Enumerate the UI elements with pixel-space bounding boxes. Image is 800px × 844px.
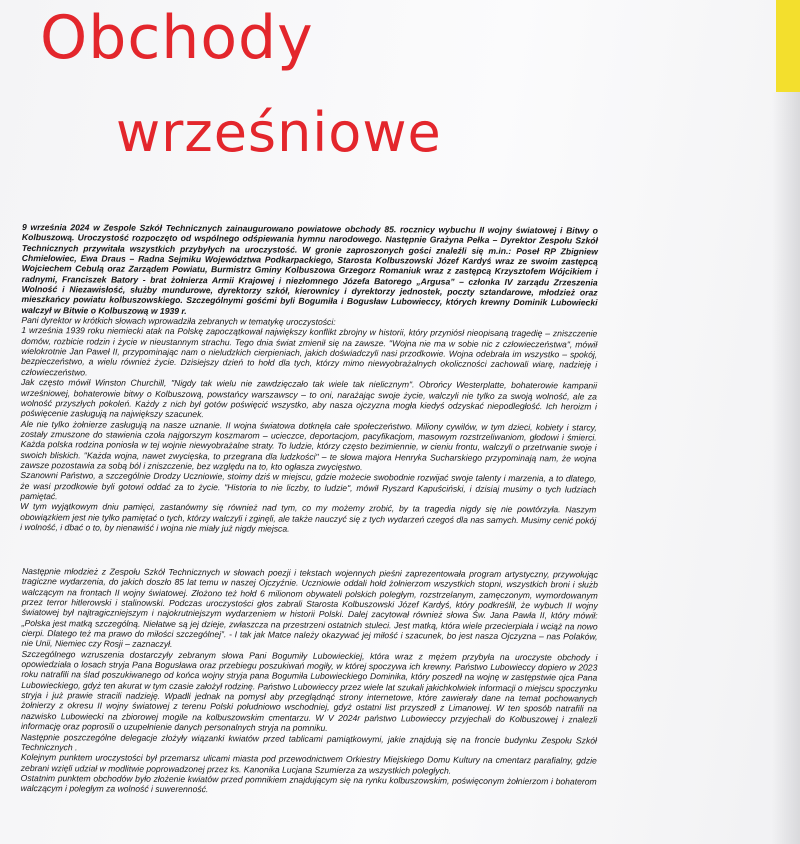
paragraph: Ale nie tylko żołnierze zasługują na nasze uznanie. II wojna światowa dotknęła całe społeczeństwo. Miliony cywilów, w tym dzieci, kobiety i starcy, zostały zmuszone do stawienia czoła najgorszym koszmarom – ucieczce, deportacjom, pacyfikacjom, masowym rozstrzeliwaniom, głodowi i śmierci. Każda polska rodzina poniosła w tej wojnie niewyobrażalne straty. To ludzie, którzy często bezimiennie, w cieniu frontu, walczyli o przetrwanie swoje i swoich bliskich. "Każda wojna, nawet zwycięska, to przegrana dla ludzkości" – te słowa majora Henryka Sucharskiego przypominają nam, że wojna zawsze pozostawia za sobą ból i zniszczenie, bez względu na to, kto ogłasza zwycięstwo.: [20, 418, 597, 472]
paragraph: Jak często mówił Winston Churchill, "Nigdy tak wielu nie zawdzięczało tak wiele tak nielicznym". Obrońcy Westerplatte, bohaterowie kampanii wrześniowej, bohaterowie bitwy o Kolbuszową, powstańcy warszawscy – to oni, narażając swoje życie, walczyli nie tylko za swoją wolność, ale za wolność przyszłych pokoleń. Każdy z nich był gotów poświęcić wszystko, aby nasza ojczyzna mogła kiedyś odzyskać niepodległość. Ich heroizm i poświęcenie zasługują na największy szacunek.: [20, 377, 598, 420]
paragraph: Szanowni Państwo, a szczególnie Drodzy Uczniowie, stoimy dziś w miejscu, gdzie możecie swobodnie rozwijać swoje talenty i marzenia, a to dlatego, że wasi przodkowie byli gotowi oddać za to życie. "Historia to nie liczby, to ludzie", mówił Ryszard Kapuściński, i dzisiaj musimy o tych ludziach pamiętać.: [20, 470, 597, 502]
paragraph: Następnie młodzież z Zespołu Szkół Technicznych w słowach poezji i tekstach wojennych pieśni zaprezentowała program artystyczny, przywołując tragiczne wydarzenia, do jakich doszło 85 lat temu w naszej Ojczyźnie. Uczniowie oddali hołd żołnierzom wszystkich stopni, wszystkich broni i służb walczącym na frontach II wojny światowej. Złożono też hołd 6 milionom obywateli polskich poległym, rozstrzelanym, zamęczonym, wymordowanym przez terror hitlerowski i stalinowski. Podczas uroczystości głos zabrali Starosta Kolbuszowski Józef Kardyś, który podkreślił, że wybuch II wojny światowej był najtragiczniejszym i najokrutniejszym wydarzeniem w historii Polski. Dalej zacytował również słowa Św. Jana Pawła II, który mówił: „Polska jest matką szczególną. Niełatwe są jej dzieje, zwłaszcza na przestrzeni ostatnich stuleci. Jest matką, która wiele przecierpiała i wciąż na nowo cierpi. Dlatego też ma prawo do miłości szczególnej”. - I tak jak Matce należy okazywać jej miłość i szacunek, bo jest nasza Ojczyzna – nas Polaków, nie Unii, Niemiec czy Rosji – zaznaczył.: [21, 566, 598, 650]
title-line-2: wrześniowe: [116, 101, 442, 164]
paragraph: Kolejnym punktem uroczystości był przemarsz ulicami miasta pod przewodnictwem Orkiestry Miejskiego Domu Kultury na cmentarz parafialny, gdzie zebrani wzięli udział w modlitwie poprowadzonej przez ks. Kanonika Lucjana Szumierza za wszystkich poległych.: [20, 752, 597, 776]
sticky-note: [776, 0, 800, 92]
edge-shadow: [772, 92, 800, 844]
title-line-1: Obchody: [40, 3, 314, 73]
article-sheet-2: [21, 566, 598, 797]
paragraph: Następnie poszczególne delegacje złożyły wiązanki kwiatów przed tablicami pamiątkowymi, jakie znajdują się na froncie budynku Zespołu Szkół Technicznych .: [20, 731, 597, 753]
paragraph: 1 września 1939 roku niemiecki atak na Polskę zapoczątkował największy konflikt zbrojny w historii, który przyniósł nieopisaną tragedię – zniszczenie domów, rozbicie rodzin i życie w nieustannym strachu. Tego dnia świat zmienił się na zawsze. "Wojna nie ma w sobie nic z człowieczeństwa", mówił wielokrotnie Jan Paweł II, przypominając nam o nieludzkich cierpieniach, jakich doświadczyli nasi przodkowie. Wojna odebrała im wszystko – spokój, bezpieczeństwo, a wielu również życie. Dzisiejszy dzień to hołd dla tych, którzy mimo niewyobrażalnych okoliczności zachowali wiarę, nadzieję i człowieczeństwo.: [21, 325, 598, 378]
paragraph: W tym wyjątkowym dniu pamięci, zastanówmy się również nad tym, co my możemy zrobić, by ta tragedia nigdy się nie powtórzyła. Naszym obowiązkiem jest nie tylko pamiętać o tych, którzy walczyli i zginęli, ale także nauczyć się z tych wydarzeń czegoś dla nas samych. Musimy cenić pokój i wolność, i dbać o to, by nienawiść i wojna nie miały już nigdy miejsca.: [20, 501, 597, 534]
article-sheet-1: [20, 222, 598, 536]
paragraph: Pani dyrektor w krótkich słowach wprowadziła zebranych w tematykę uroczystości:: [21, 315, 336, 328]
handwritten-title: [40, 3, 442, 164]
paragraph: Szczególnego wzruszenia dostarczyły zebranym słowa Pani Bogumiły Lubowieckiej, która wraz z mężem przybyła na uroczyste obchody i opowiedziała o losach stryja Pana Bogusława oraz przebiegu poszukiwań mogiły, w której spoczywa ich krewny. Państwo Lubowieccy dopiero w 2023 roku natrafili na ślad poszukiwanego od końca wojny stryja pana Bogumiła Lubowieckiego Dominika, który poszedł na wojnę w zastępstwie ojca Pana Lubowieckiego, gdyż ten akurat w tym czasie założył rodzinę. Państwo Lubowieccy przez wiele lat szukali jakichkolwiek informacji o miejscu spoczynku stryja i już prawie stracili nadzieję. Wpadli jednak na pomysł aby przeglądnąć strony internetowe, które zawierały dane na temat pochowanych żołnierzy z okresu II wojny światowej z terenu Polski południowo wschodniej, gdyż ostatni list przyszedł z Limanowej. W ten sposób natrafili na nazwisko Lubowiecki na zbiorowej mogile na kolbuszowskim cmentarzu. W V 2024r państwo Lubowieccy przyjechali do Kolbuszowej i znalezli informację oraz poprosili o uzupełnienie danych personalnych stryja na pomniku.: [20, 648, 598, 734]
paragraph: 9 września 2024 w Zespole Szkół Technicznych zainaugurowano powiatowe obchody 85. rocznicy wybuchu II wojny światowej i Bitwy o Kolbuszową. Uroczystość rozpoczęto od wspólnego odśpiewania hymnu narodowego. Następnie Grażyna Pełka – Dyrektor Zespołu Szkół Technicznych przywitała wszystkich przybyłych na uroczystość. W gronie zaproszonych gości znaleźli się m.in.: Poseł RP Zbigniew Chmielowiec, Ewa Draus – Radna Sejmiku Województwa Podkarpackiego, Starosta Kolbuszowski Józef Kardyś wraz ze swoim zastępcą Wojciechem Cebulą oraz Zarządem Powiatu, Burmistrz Gminy Kolbuszowa Grzegorz Romaniuk wraz z zastępcą Krzysztofem Wójcikiem i radnymi, Franciszek Batory - brat żołnierza Armii Krajowej i niezłomnego Józefa Batorego „Argusa” – członka IV zarządu Zrzeszenia Wolność i Niezawisłość, służby mundurowe, dyrektorzy szkół, kierownicy i dyrektorzy jednostek, poczty sztandarowe, młodzież oraz mieszkańcy powiatu kolbuszowskiego. Szczególnymi gośćmi byli Bogumiła i Bogusław Lubowieccy, których krewny Dominik Lubowiecki walczył w Bitwie o Kolbuszową w 1939 r.: [21, 222, 598, 316]
paragraph: Ostatnim punktem obchodów było złożenie kwiatów przed pomnikiem znajdującym się na rynku kolbuszowskim, poświęconym żołnierzom i bohaterom walczącym i poległym za wolność i suwerenność.: [20, 772, 597, 795]
